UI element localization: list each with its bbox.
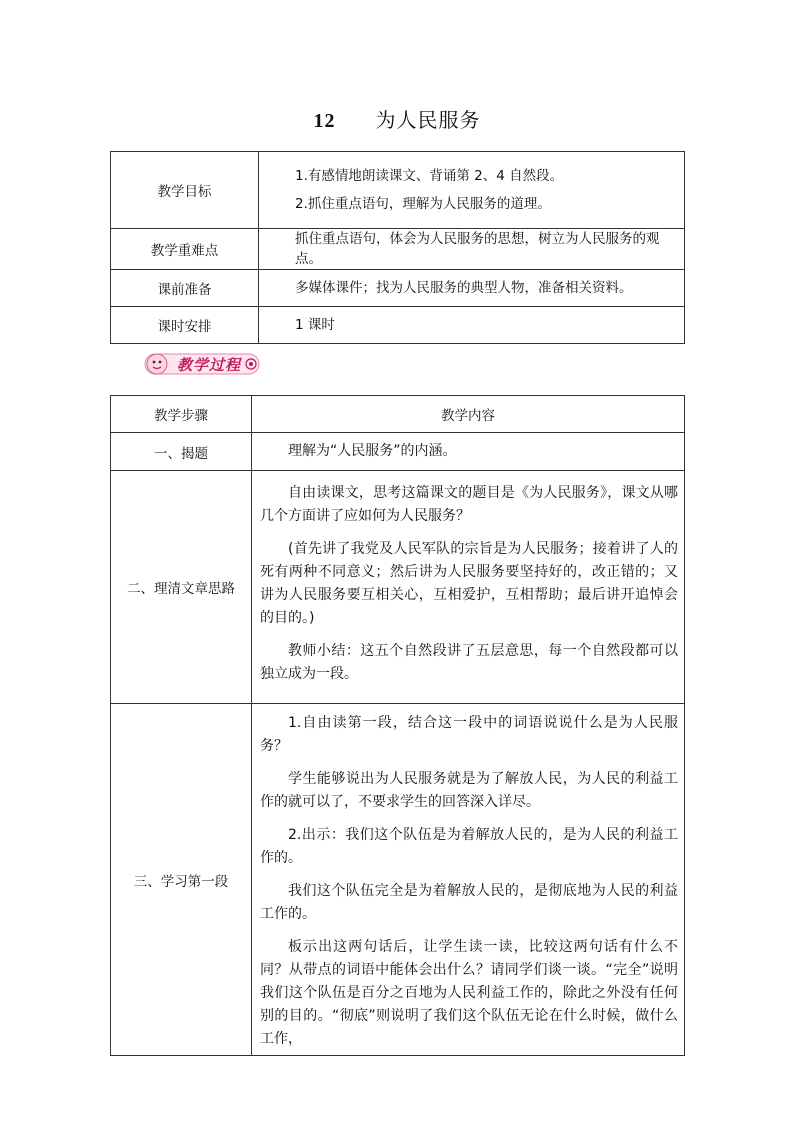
table-row [111,307,685,344]
row-label: 课时安排 [111,307,259,344]
step-label: 三、学习第一段 [111,704,252,1056]
row-label: 课前准备 [111,270,259,307]
content-paragraph: 理解为“人民服务”的内涵。 [288,443,457,459]
column-header-step: 教学步骤 [111,396,252,433]
content-paragraph: 学生能够说出为人民服务就是为了解放人民，为人民的利益工作的就可以了，不要求学生的回答深入详尽。 [260,771,678,810]
teaching-process-badge [143,350,261,378]
lesson-number: 12 [313,110,336,132]
lesson-info-table [110,151,685,344]
step-label: 二、理清文章思路 [111,471,252,704]
goal-line-1: 1.有感情地朗读课文、背诵第 2、4 自然段。 [295,168,564,184]
table-header-row [111,396,685,433]
lesson-title: 为人民服务 [375,108,481,132]
table-row [111,471,685,704]
step-content [252,471,685,704]
table-row [111,229,685,270]
step-label: 一、揭题 [111,433,252,471]
content-paragraph: 教师小结：这五个自然段讲了五层意思，每一个自然段都可以独立成为一段。 [260,643,678,682]
goal-line-2: 2.抓住重点语句，理解为人民服务的道理。 [295,196,551,212]
row-label: 教学目标 [111,152,259,229]
content-paragraph: 我们这个队伍完全是为着解放人民的，是彻底地为人民的利益工作的。 [260,883,678,922]
table-row [111,433,685,471]
table-row [111,152,685,229]
row-value: 1 课时 [259,307,685,344]
table-row [111,704,685,1056]
row-value: 多媒体课件；找为人民服务的典型人物，准备相关资料。 [259,270,685,307]
row-value [259,152,685,229]
teaching-process-table [110,395,685,1056]
content-paragraph: 2.出示：我们这个队伍是为着解放人民的，是为人民的利益工作的。 [260,827,678,866]
badge-label: 教学过程 [177,356,242,374]
content-paragraph: 自由读课文，思考这篇课文的题目是《为人民服务》，课文从哪几个方面讲了应如何为人民服务？ [260,485,678,524]
page-title [0,104,794,133]
content-paragraph: 板示出这两句话后，让学生读一读，比较这两句话有什么不同？从带点的词语中能体会出什么？请同学们谈一谈。“完全”说明我们这个队伍是百分之百地为人民利益工作的，除此之外没有任何别的目的。“彻底”则说明了我们这个队伍无论在什么时候，做什么工作， [260,939,678,1047]
column-header-content: 教学内容 [252,396,685,433]
step-content [252,704,685,1056]
row-label: 教学重难点 [111,229,259,270]
content-paragraph: 1.自由读第一段，结合这一段中的词语说说什么是为人民服务？ [260,715,678,754]
table-row [111,270,685,307]
row-value: 抓住重点语句，体会为人民服务的思想，树立为人民服务的观点。 [259,229,685,270]
content-paragraph: (首先讲了我党及人民军队的宗旨是为人民服务；接着讲了人的死有两种不同意义；然后讲为人民服务要坚持好的，改正错的；又讲为人民服务要互相关心，互相爱护，互相帮助；最后讲开追悼会的目的。) [260,541,678,626]
step-content [252,433,685,471]
